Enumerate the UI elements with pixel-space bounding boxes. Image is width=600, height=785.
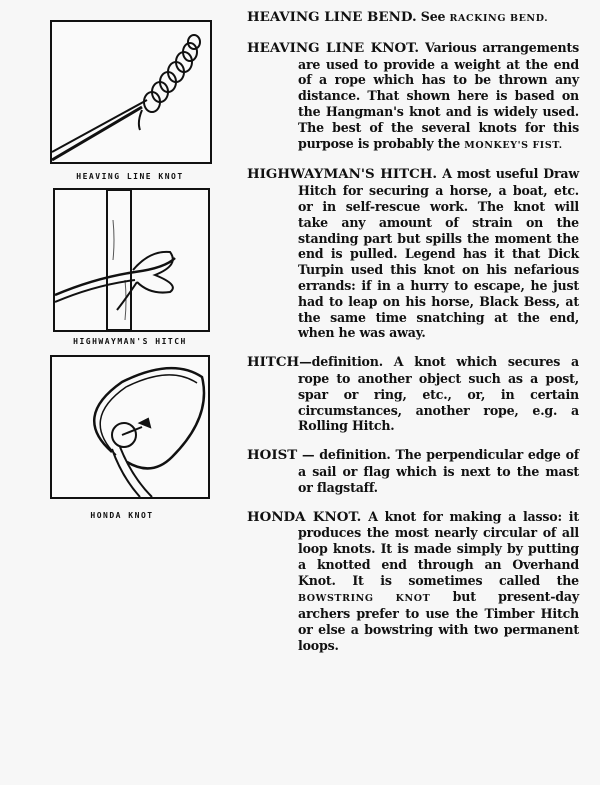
entry-text: Various arrangements are used to provide a weight at the end of a rope which has to be thrown any distance. That shown here is based on the Hangman's knot and is widely used. The best of the several knots for this purpose is probably the [298, 39, 579, 151]
cross-reference: MONKEY'S FIST. [464, 139, 563, 151]
entry-text: —definition. A knot which secures a rope to another object such as a post, spar or ring, etc., or, in certain circumstances, another rope, e.g. a Rolling Hitch. [298, 354, 579, 434]
figure-caption: HONDA KNOT [90, 511, 154, 520]
glossary-entry [247, 509, 579, 654]
glossary-entry [247, 354, 579, 434]
entry-headword: HONDA KNOT. [247, 508, 362, 525]
entry-text: A most useful Draw Hitch for securing a horse, a boat, etc. or in self-rescue work. The knot will take any amount of strain on the standing part but spills the moment the end is pulled. Legend has it that Dick Turpin used this knot on his nefarious errands: if in a hurry to escape, he just had to leap on his horse, Black Bess, at the same time snatching at the end, when he was away. [298, 166, 580, 341]
entry-headword: HITCH [247, 354, 300, 371]
entry-text: — definition. The perpendicular edge of a sail or flag which is next to the mast or flagstaff. [297, 447, 579, 495]
glossary-entry [247, 166, 579, 341]
figure-caption: HEAVING LINE KNOT [76, 172, 184, 181]
entry-headword: HIGHWAYMAN'S HITCH. [247, 166, 438, 183]
highwaymans-hitch-drawing [55, 190, 208, 330]
heaving-line-knot-drawing [52, 22, 210, 162]
glossary-entry [247, 9, 579, 27]
honda-knot-drawing [52, 357, 208, 497]
honda-knot-illustration [50, 355, 210, 499]
entry-text: A knot for making a lasso: it produces the most nearly circular of all loop knots. It is made simply by putting a knotted end through an Overhand Knot. It is sometimes called the [298, 508, 579, 588]
cross-reference: BOWSTRING KNOT [298, 592, 431, 604]
entry-headword: HEAVING LINE KNOT. [247, 39, 420, 56]
entry-headword: HOIST [247, 447, 298, 464]
entry-headword: HEAVING LINE BEND. [247, 9, 417, 25]
figure-caption: HIGHWAYMAN'S HITCH [73, 337, 187, 346]
cross-reference: RACKING BEND. [449, 13, 549, 24]
entry-text: See [416, 9, 450, 24]
heaving-line-knot-illustration [50, 20, 212, 164]
glossary-entry [247, 40, 579, 154]
glossary-column [247, 9, 579, 654]
glossary-entry [247, 447, 579, 495]
highwaymans-hitch-illustration [53, 188, 210, 332]
entry-text: but present-day archers prefer to use the Timber Hitch or else a bowstring with two permanent loops. [298, 588, 579, 653]
